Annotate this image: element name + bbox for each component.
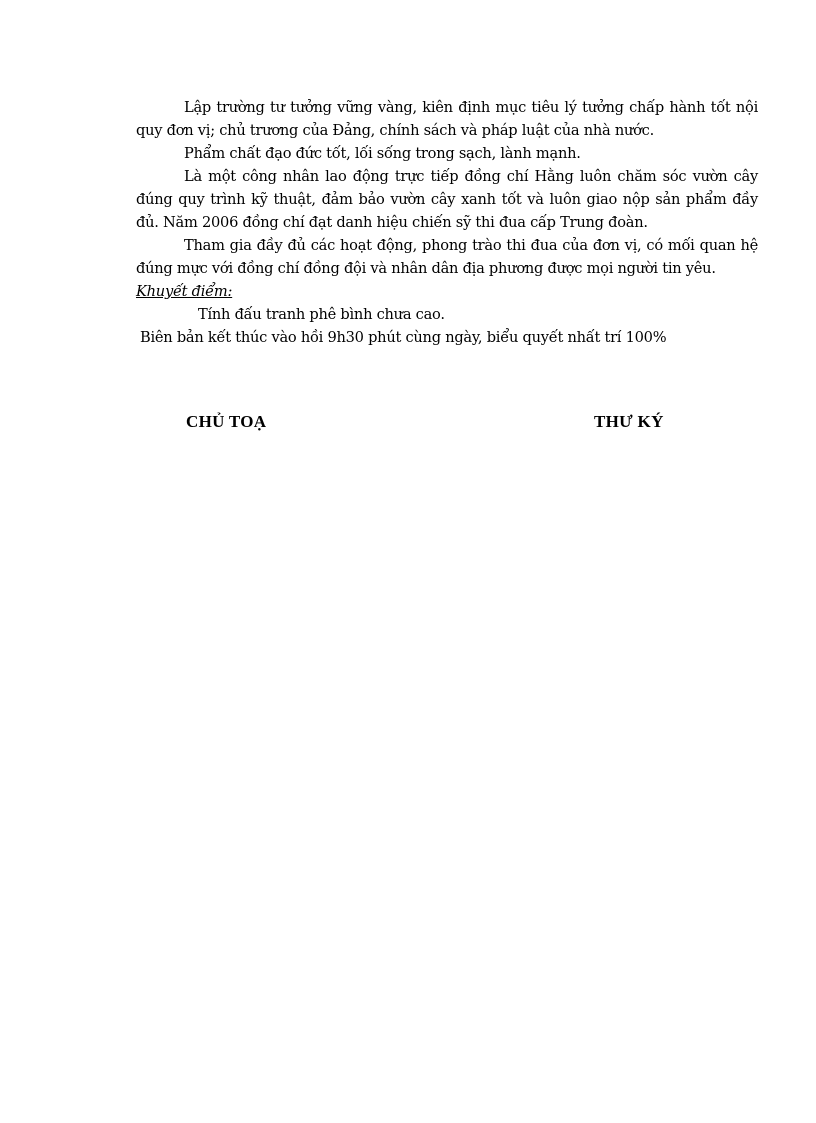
weakness-text: Tính đấu tranh phê bình chưa cao. [198, 306, 445, 323]
paragraph-political-stance: Lập trường tư tưởng vững vàng, kiên định mục tiêu lý tưởng chấp hành tốt nội quy đơn vị; chủ trương của Đảng, chính sách và pháp luật của nhà nước. [136, 99, 758, 139]
closing-text: Biên bản kết thúc vào hồi 9h30 phút cùng ngày, biểu quyết nhất trí 100% [140, 329, 667, 346]
paragraph-work-performance: Là một công nhân lao động trực tiếp đồng chí Hằng luôn chăm sóc vườn cây đúng quy trình kỹ thuật, đảm bảo vườn cây xanh tốt và luôn giao nộp sản phẩm đầy đủ. Năm 2006 đồng chí đạt danh hiệu chiến sỹ thi đua cấp Trung đoàn. [136, 168, 758, 231]
document-body [136, 96, 758, 349]
signature-chair: CHỦ TOẠ [186, 412, 267, 431]
paragraph-moral-quality: Phẩm chất đạo đức tốt, lối sống trong sạch, lành mạnh. [184, 145, 581, 162]
paragraph-participation: Tham gia đầy đủ các hoạt động, phong trào thi đua của đơn vị, có mối quan hệ đúng mực với đồng chí đồng đội và nhân dân địa phương được mọi người tin yêu. [136, 237, 758, 277]
signature-secretary: THƯ KÝ [594, 412, 664, 431]
weakness-heading: Khuyết điểm: [136, 283, 233, 300]
